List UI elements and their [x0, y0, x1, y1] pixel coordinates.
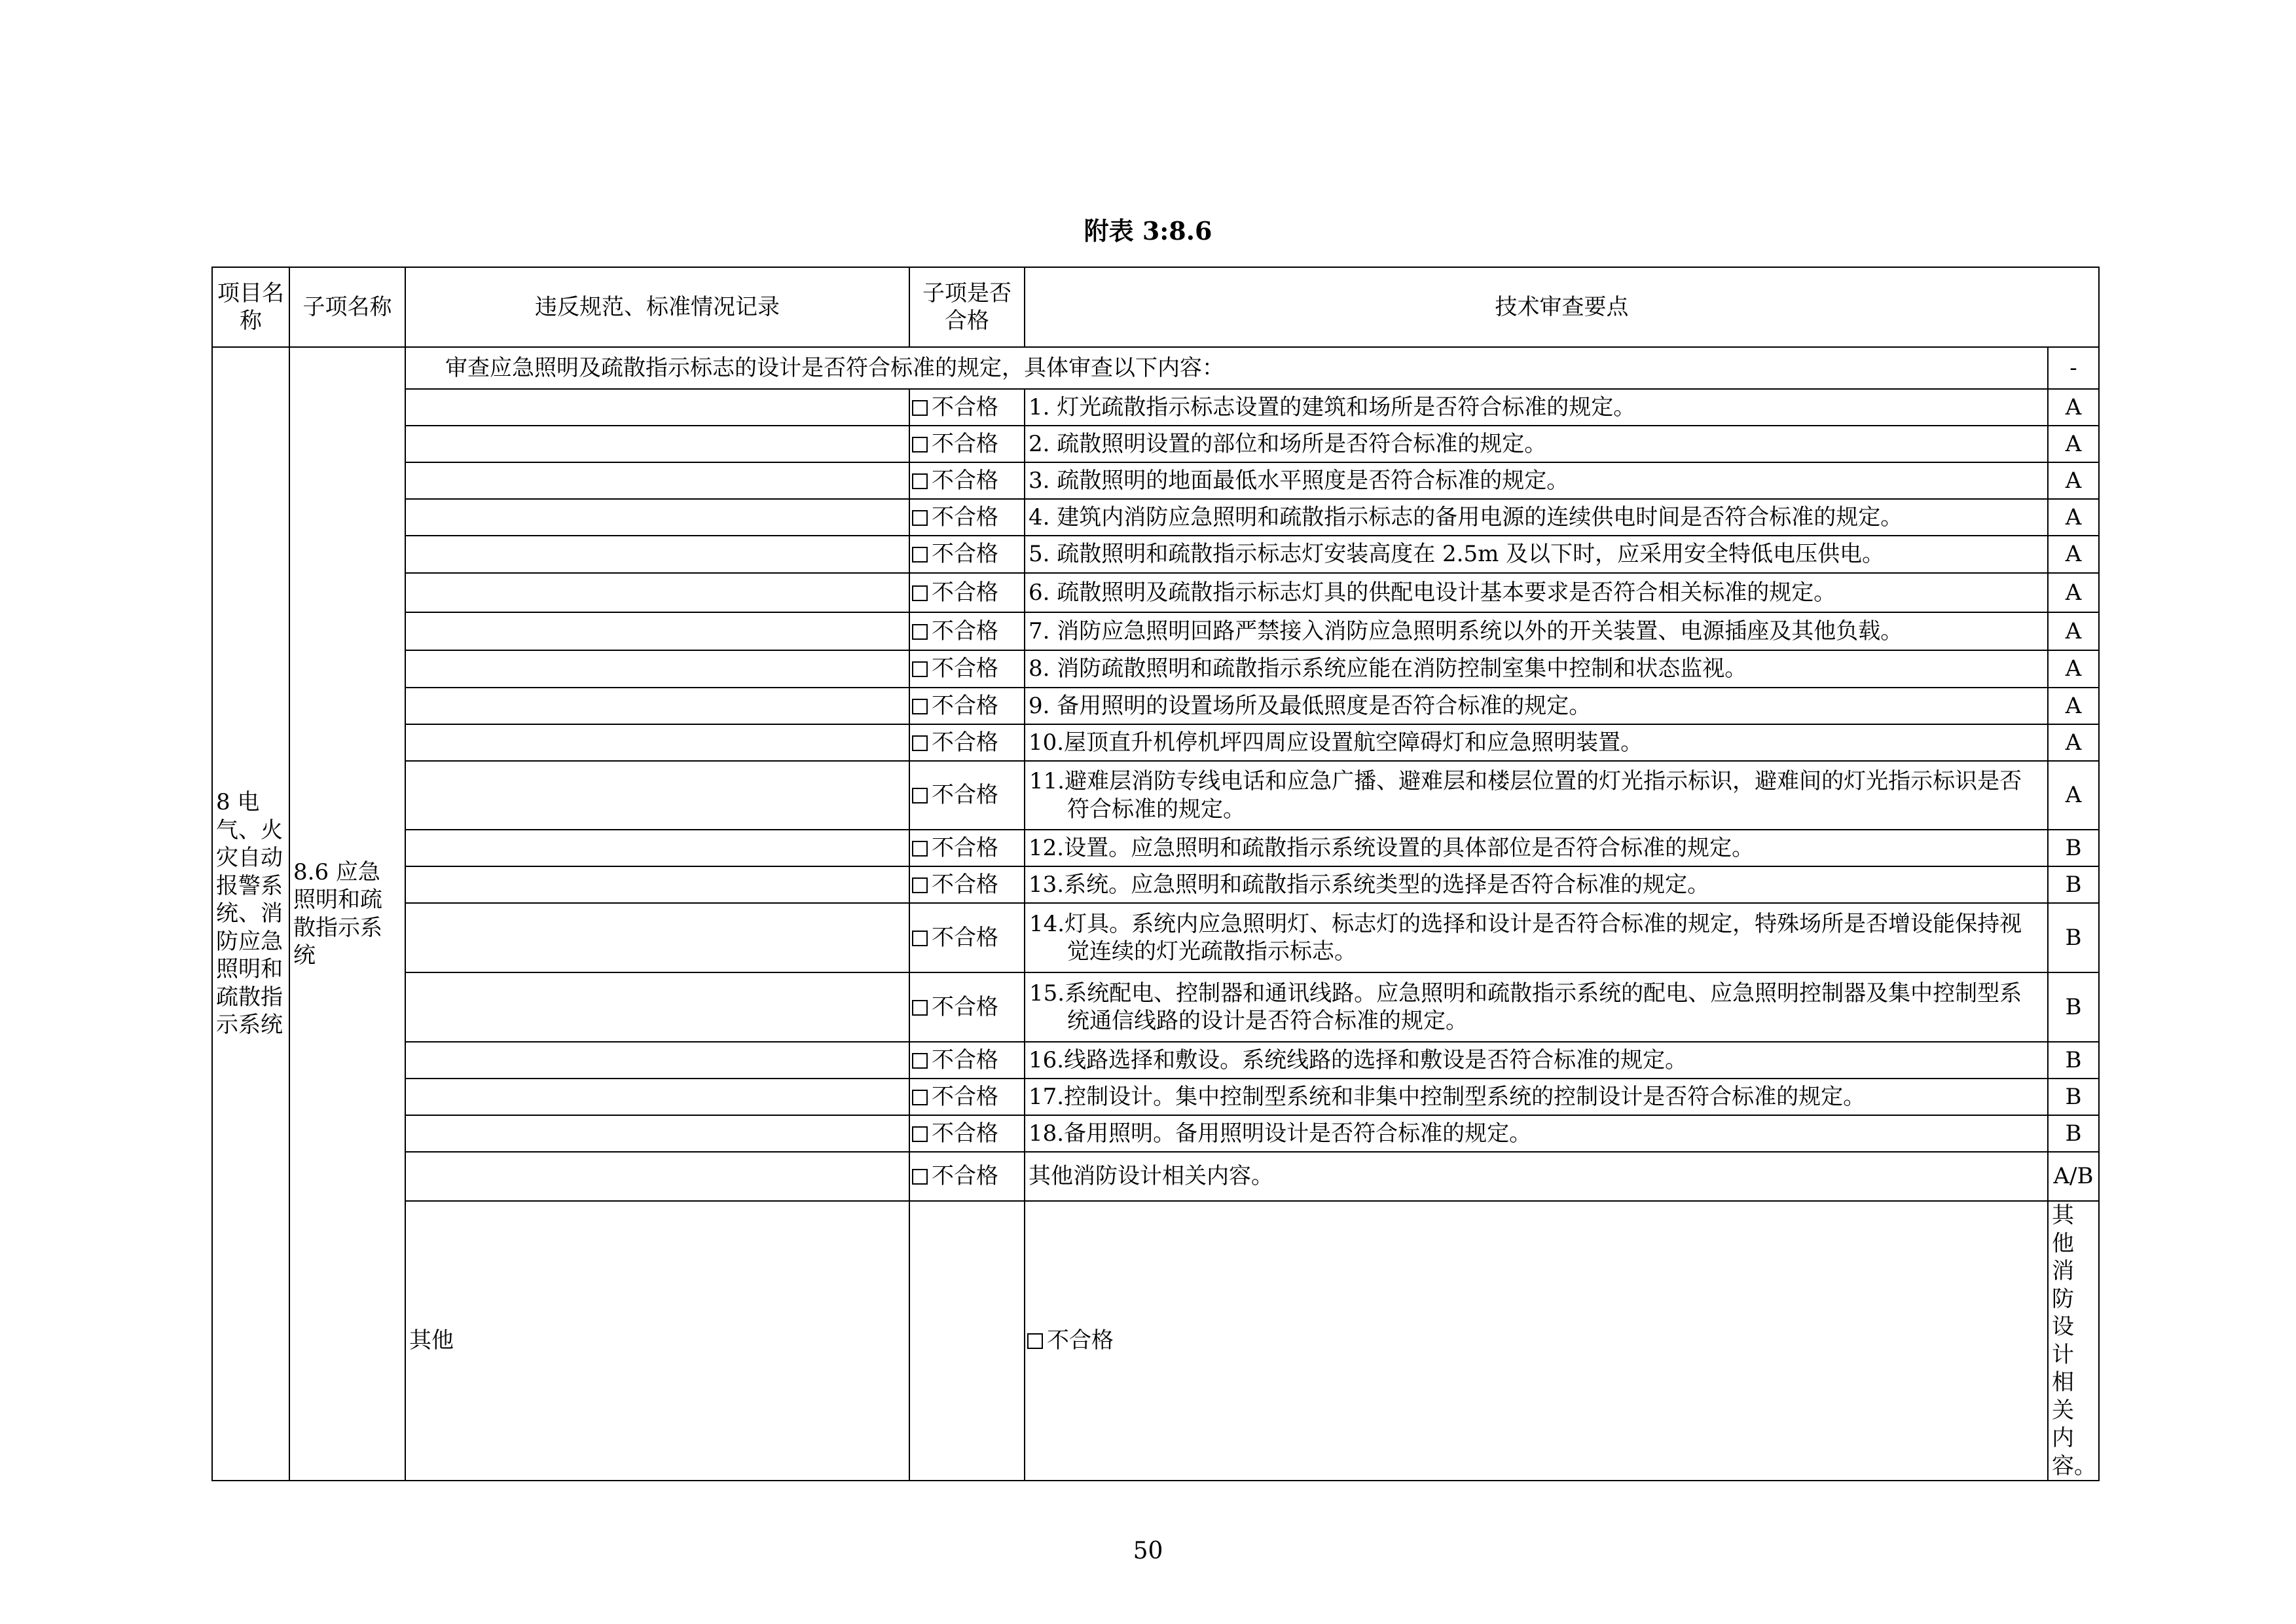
review-point-text: 17.控制设计。集中控制型系统和非集中控制型系统的控制设计是否符合标准的规定。 [1025, 1079, 2048, 1115]
violation-record-cell[interactable] [405, 866, 909, 903]
checkbox[interactable] [912, 735, 928, 751]
other-subitem-cell: 其他 [405, 1201, 909, 1481]
review-level: B [2048, 830, 2099, 866]
checkbox[interactable] [912, 1126, 928, 1142]
table-row [212, 612, 2099, 650]
header-subitem: 子项名称 [289, 267, 405, 347]
review-point-text: 1. 灯光疏散指示标志设置的建筑和场所是否符合标准的规定。 [1025, 389, 2048, 426]
violation-record-cell[interactable] [405, 499, 909, 536]
checkbox-label: 不合格 [932, 541, 998, 568]
checkbox[interactable] [912, 473, 928, 489]
review-level: A [2048, 426, 2099, 462]
page-number: 50 [1133, 1538, 1163, 1564]
review-level: A [2048, 389, 2099, 426]
violation-record-cell[interactable] [405, 1042, 909, 1079]
pass-check-cell [909, 761, 1025, 830]
table-row [212, 903, 2099, 972]
review-level: B [2048, 866, 2099, 903]
table-row [212, 1079, 2099, 1115]
pass-check-cell [909, 972, 1025, 1042]
pass-check-cell [909, 426, 1025, 462]
review-point-text: 2. 疏散照明设置的部位和场所是否符合标准的规定。 [1025, 426, 2048, 462]
pass-check-cell [909, 650, 1025, 688]
review-level: B [2048, 903, 2099, 972]
checkbox-label: 不合格 [932, 782, 998, 809]
table-row [212, 462, 2099, 499]
violation-record-cell[interactable] [405, 612, 909, 650]
checkbox-label: 不合格 [1047, 1327, 1114, 1354]
violation-record-cell[interactable] [405, 650, 909, 688]
pass-check-cell [909, 866, 1025, 903]
table-row [212, 830, 2099, 866]
table-row [212, 761, 2099, 830]
checkbox-label: 不合格 [932, 924, 998, 951]
pass-check-cell [909, 573, 1025, 612]
review-point-text: 10.屋顶直升机停机坪四周应设置航空障碍灯和应急照明装置。 [1025, 724, 2048, 761]
checkbox-label: 不合格 [932, 467, 998, 494]
violation-record-cell[interactable] [405, 1115, 909, 1152]
review-point-text: 18.备用照明。备用照明设计是否符合标准的规定。 [1025, 1115, 2048, 1152]
review-point-text: 9. 备用照明的设置场所及最低照度是否符合标准的规定。 [1025, 688, 2048, 724]
violation-record-cell[interactable] [405, 389, 909, 426]
violation-record-cell[interactable] [405, 536, 909, 573]
checkbox-label: 不合格 [932, 618, 998, 644]
table-row [212, 499, 2099, 536]
checkbox[interactable] [912, 400, 928, 416]
review-level: A [2048, 724, 2099, 761]
subitem-name-cell: 8.6 应急照明和疏散指示系统 [289, 347, 405, 1481]
violation-record-cell[interactable] [405, 688, 909, 724]
review-level: B [2048, 1115, 2099, 1152]
table-row [212, 1152, 2099, 1201]
violation-record-cell[interactable] [405, 761, 909, 830]
checkbox-label: 不合格 [932, 692, 998, 719]
header-pass: 子项是否合格 [909, 267, 1025, 347]
checkbox-label: 不合格 [932, 430, 998, 457]
checkbox[interactable] [912, 1053, 928, 1069]
table-row [212, 389, 2099, 426]
table-row [212, 1042, 2099, 1079]
other-row [212, 1201, 2099, 1481]
checkbox-label: 不合格 [932, 729, 998, 756]
pass-check-cell [909, 1042, 1025, 1079]
table-row [212, 972, 2099, 1042]
checkbox[interactable] [912, 841, 928, 857]
checkbox[interactable] [912, 585, 928, 601]
checkbox-label: 不合格 [932, 504, 998, 530]
review-point-text: 3. 疏散照明的地面最低水平照度是否符合标准的规定。 [1025, 462, 2048, 499]
checkbox[interactable] [912, 510, 928, 526]
review-point-text: 15.系统配电、控制器和通讯线路。应急照明和疏散指示系统的配电、应急照明控制器及集中控制型系统通信线路的设计是否符合标准的规定。 [1025, 972, 2048, 1042]
pass-check-cell [909, 724, 1025, 761]
review-level: A [2048, 612, 2099, 650]
review-point-text: 16.线路选择和敷设。系统线路的选择和敷设是否符合标准的规定。 [1025, 1042, 2048, 1079]
violation-record-cell[interactable] [405, 972, 909, 1042]
checkbox[interactable] [912, 1090, 928, 1105]
table-row [212, 650, 2099, 688]
review-point-text: 13.系统。应急照明和疏散指示系统类型的选择是否符合标准的规定。 [1025, 866, 2048, 903]
header-record: 违反规范、标准情况记录 [405, 267, 909, 347]
review-point-text: 6. 疏散照明及疏散指示标志灯具的供配电设计基本要求是否符合相关标准的规定。 [1025, 573, 2048, 612]
table-row [212, 866, 2099, 903]
violation-record-cell[interactable] [405, 903, 909, 972]
violation-record-cell[interactable] [405, 1079, 909, 1115]
pass-check-cell [909, 688, 1025, 724]
pass-check-cell [1025, 1201, 2048, 1481]
review-point-text: 5. 疏散照明和疏散指示标志灯安装高度在 2.5m 及以下时，应采用安全特低电压供电。 [1025, 536, 2048, 573]
review-level: B [2048, 1042, 2099, 1079]
table-title: 附表 3:8.6 [1084, 216, 1212, 246]
checkbox-label: 不合格 [932, 579, 998, 606]
violation-record-cell[interactable] [405, 426, 909, 462]
header-points: 技术审查要点 [1025, 267, 2099, 347]
review-level: B [2048, 1079, 2099, 1115]
other-point-text: 其他消防设计相关内容。 [2048, 1201, 2099, 1481]
pass-check-cell [909, 536, 1025, 573]
review-level: A [2048, 688, 2099, 724]
pass-check-cell [909, 1115, 1025, 1152]
review-table [211, 267, 2100, 1481]
table-row [212, 426, 2099, 462]
pass-check-cell [909, 903, 1025, 972]
pass-check-cell [909, 1079, 1025, 1115]
checkbox-label: 不合格 [932, 871, 998, 898]
checkbox-label: 不合格 [932, 993, 998, 1020]
table-row [212, 1115, 2099, 1152]
violation-record-cell[interactable] [405, 573, 909, 612]
violation-record-cell[interactable] [405, 462, 909, 499]
table-row [212, 573, 2099, 612]
checkbox[interactable] [912, 661, 928, 677]
pass-check-cell [909, 462, 1025, 499]
checkbox-label: 不合格 [932, 1163, 998, 1190]
intro-text: 审查应急照明及疏散指示标志的设计是否符合标准的规定，具体审查以下内容： [405, 347, 2048, 389]
checkbox-label: 不合格 [932, 655, 998, 682]
review-level: A [2048, 650, 2099, 688]
checkbox-label: 不合格 [932, 394, 998, 420]
checkbox-label: 不合格 [932, 1046, 998, 1073]
review-level: A [2048, 499, 2099, 536]
pass-check-cell [909, 830, 1025, 866]
review-level: A [2048, 536, 2099, 573]
checkbox[interactable] [912, 788, 928, 803]
violation-record-cell[interactable] [405, 830, 909, 866]
checkbox[interactable] [912, 624, 928, 640]
review-level: A [2048, 462, 2099, 499]
intro-level: - [2048, 347, 2099, 389]
review-point-text: 14.灯具。系统内应急照明灯、标志灯的选择和设计是否符合标准的规定，特殊场所是否增设能保持视觉连续的灯光疏散指示标志。 [1025, 903, 2048, 972]
checkbox[interactable] [912, 1169, 928, 1185]
violation-record-cell[interactable] [405, 724, 909, 761]
checkbox[interactable] [912, 437, 928, 452]
review-level: A [2048, 761, 2099, 830]
checkbox[interactable] [912, 931, 928, 946]
pass-check-cell [909, 612, 1025, 650]
review-level: A/B [2048, 1152, 2099, 1201]
checkbox[interactable] [912, 699, 928, 714]
checkbox-label: 不合格 [932, 1120, 998, 1147]
table-row [212, 536, 2099, 573]
review-level: B [2048, 972, 2099, 1042]
review-point-text: 4. 建筑内消防应急照明和疏散指示标志的备用电源的连续供电时间是否符合标准的规定。 [1025, 499, 2048, 536]
review-point-text: 8. 消防疏散照明和疏散指示系统应能在消防控制室集中控制和状态监视。 [1025, 650, 2048, 688]
review-level: A [2048, 573, 2099, 612]
violation-record-cell[interactable] [909, 1201, 1025, 1481]
violation-record-cell[interactable] [405, 1152, 909, 1201]
header-project: 项目名称 [212, 267, 289, 347]
pass-check-cell [909, 1152, 1025, 1201]
intro-row [212, 347, 2099, 389]
checkbox[interactable] [912, 1000, 928, 1016]
header-row [212, 267, 2099, 347]
checkbox-label: 不合格 [932, 1083, 998, 1110]
table-row [212, 688, 2099, 724]
review-point-text: 11.避难层消防专线电话和应急广播、避难层和楼层位置的灯光指示标识，避难间的灯光指示标识是否符合标准的规定。 [1025, 761, 2048, 830]
review-point-text: 7. 消防应急照明回路严禁接入消防应急照明系统以外的开关装置、电源插座及其他负载。 [1025, 612, 2048, 650]
checkbox-label: 不合格 [932, 834, 998, 861]
project-name-cell: 8 电气、火灾自动报警系统、消防应急照明和疏散指示系统 [212, 347, 289, 1481]
checkbox[interactable] [1027, 1333, 1043, 1349]
checkbox[interactable] [912, 877, 928, 893]
review-point-text: 12.设置。应急照明和疏散指示系统设置的具体部位是否符合标准的规定。 [1025, 830, 2048, 866]
checkbox[interactable] [912, 547, 928, 563]
pass-check-cell [909, 499, 1025, 536]
table-row [212, 724, 2099, 761]
pass-check-cell [909, 389, 1025, 426]
review-point-text: 其他消防设计相关内容。 [1025, 1152, 2048, 1201]
